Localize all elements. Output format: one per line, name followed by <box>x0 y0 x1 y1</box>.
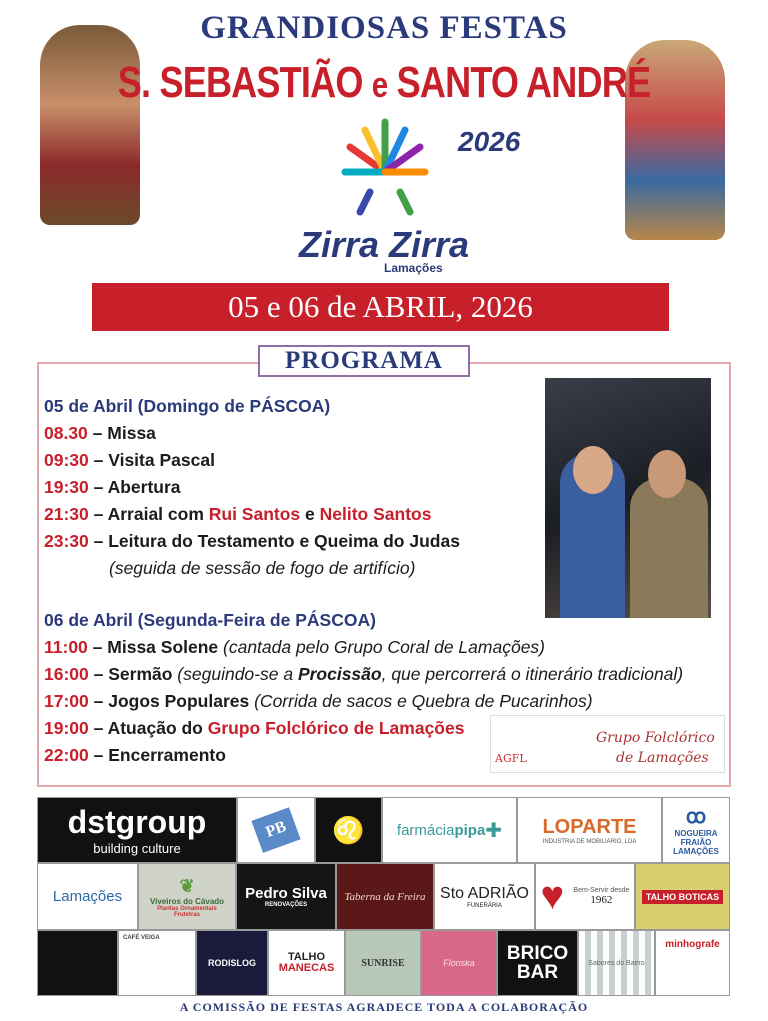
sponsor-name: BRICO <box>506 943 569 964</box>
title-saints <box>69 58 699 108</box>
event: – Missa <box>92 423 156 443</box>
sponsor-name: Sto ADRIÃO <box>440 884 529 902</box>
footer-thanks: A COMISSÃO DE FESTAS AGRADECE TODA A COLABORAÇÃO <box>179 1000 589 1014</box>
program-item <box>44 477 181 498</box>
sponsor-name: TALHO BOTICAS <box>642 890 723 904</box>
sponsor-tagline: FUNERÁRIA <box>467 902 502 909</box>
sponsor-name: LOPARTE <box>542 815 637 838</box>
sponsor-minhografe <box>655 930 730 996</box>
program-item <box>44 504 431 525</box>
title-line1: GRANDIOSAS FESTAS <box>200 10 568 46</box>
sponsor-pb <box>237 797 315 863</box>
year: 2026 <box>458 126 521 157</box>
sponsor-sunrise <box>345 930 421 996</box>
program-item <box>44 450 215 471</box>
note: , que percorrerá o itinerário tradicional) <box>381 664 684 684</box>
sponsor-name: Sabores do Bairro <box>588 959 645 967</box>
date-banner: 05 e 06 de ABRIL, 2026 <box>92 283 669 331</box>
time: 08.30 <box>44 423 88 443</box>
saint2: SANTO ANDRÉ <box>396 58 651 107</box>
sponsor-name: Viveiros do Cávado <box>149 896 225 906</box>
note: (Corrida de sacos e Quebra de Pucarinhos) <box>254 691 593 711</box>
sponsor-pedro-silva <box>236 863 336 930</box>
sponsor-tagline: RENOVAÇÕES <box>264 902 308 908</box>
artist: Nelito Santos <box>319 504 432 524</box>
sponsor-lion: ♌ <box>315 797 382 863</box>
sponsor-taberna <box>336 863 434 930</box>
sponsor-name: SUNRISE <box>361 957 405 969</box>
sponsor-name: pipa <box>454 821 486 839</box>
event: – Sermão <box>93 664 178 684</box>
event: – Visita Pascal <box>93 450 215 470</box>
time: 17:00 <box>44 691 89 711</box>
program-item <box>44 745 226 766</box>
sponsor-name: BAR <box>516 962 559 983</box>
time: 19:00 <box>44 718 89 738</box>
event: – Atuação do <box>93 718 208 738</box>
time: 21:30 <box>44 504 89 524</box>
time: 23:30 <box>44 531 89 551</box>
note: (seguindo-se a <box>177 664 298 684</box>
artist: Rui Santos <box>208 504 301 524</box>
time: 09:30 <box>44 450 89 470</box>
sponsor-name: MANECAS <box>278 962 335 974</box>
sponsor-nogueira: ꝏ NOGUEIRA FRAIÃO LAMAÇÕES <box>662 797 730 863</box>
sponsor-name: dstgroup <box>67 804 207 840</box>
program-item <box>44 664 683 685</box>
sponsor-viveiros: ❦ Viveiros do Cávado Plantas Ornamentais Frutetras <box>138 863 236 930</box>
sponsor-talho-boticas <box>635 863 730 930</box>
sponsor-lamacoes <box>37 863 138 930</box>
sponsor-cafe-veiga <box>118 930 196 996</box>
time: 22:00 <box>44 745 89 765</box>
sponsor-rodislog <box>196 930 268 996</box>
sponsor-tagline: Plantas Ornamentais <box>157 905 217 912</box>
event: – Arraial com <box>93 504 209 524</box>
day1-heading: 05 de Abril (Domingo de PÁSCOA) <box>44 396 331 416</box>
event: – Leitura do Testamento e Queima do Judas <box>93 531 460 551</box>
fireworks-logo-icon <box>330 112 440 222</box>
sponsor-tagline: building culture <box>93 841 181 856</box>
sponsor-sto-adriao <box>434 863 535 930</box>
saint-sebastiao-statue <box>40 25 140 225</box>
folk-group-logo <box>490 715 725 773</box>
sponsor-name: Floriska <box>443 958 475 968</box>
program-item <box>44 637 545 658</box>
folk-line1: Grupo Folclórico <box>596 730 715 746</box>
saint1: S. SEBASTIÃO <box>117 58 363 107</box>
sponsor-name: TALHO <box>287 951 326 963</box>
organizer-place: Lamações <box>384 261 443 275</box>
time: 19:30 <box>44 477 89 497</box>
sponsor-name: NOGUEIRA FRAIÃO LAMAÇÕES <box>673 829 719 856</box>
sponsor-name: PB <box>251 807 301 853</box>
connector: e <box>371 64 388 105</box>
group: Grupo Folclórico de Lamações <box>207 718 465 738</box>
sponsor-tagline: Bem-Servir desde <box>573 887 630 894</box>
sponsor-name: Pedro Silva <box>245 885 327 902</box>
event: – Abertura <box>93 477 181 497</box>
sponsor-tagline: Frutetras <box>173 911 200 918</box>
event-note: (seguida de sessão de fogo de artifício) <box>109 558 416 578</box>
note: (cantada pelo Grupo Coral de Lamações) <box>223 637 546 657</box>
sponsor-name: Taberna da Freira <box>344 890 426 903</box>
time: 11:00 <box>44 637 88 657</box>
conjunction: e <box>300 504 320 524</box>
folk-line2: de Lamações <box>616 750 709 766</box>
sponsor-floriska <box>421 930 497 996</box>
sponsor-name: CAFÉ VEIGA <box>123 935 160 941</box>
program-title: PROGRAMA <box>258 345 470 377</box>
sponsor-dstgroup <box>37 797 237 863</box>
event: – Missa Solene <box>92 637 224 657</box>
event: – Jogos Populares <box>93 691 255 711</box>
artists-photo <box>545 378 711 618</box>
event: – Encerramento <box>93 745 226 765</box>
program-item <box>44 423 156 444</box>
sponsor-name: farmácia <box>396 821 455 839</box>
folk-abbr: AGFL <box>495 752 527 765</box>
sponsor-name: minhografe <box>665 939 720 950</box>
program-item <box>44 531 460 552</box>
sponsor-tagline: INDUSTRIA DE MOBILIARIO, LDA <box>542 838 637 845</box>
sponsor-talho-manecas <box>268 930 345 996</box>
sponsor-farmacia-pipa: farmácia pipa ✚ <box>382 797 517 863</box>
sponsor-name: Lamações <box>52 888 123 905</box>
organizer-name: Zirra Zirra <box>298 224 470 265</box>
program-item <box>44 718 464 739</box>
sponsor-year: 1962 <box>590 894 613 906</box>
sponsor-bem-servir: ♥ Bem-Servir desde 1962 <box>535 863 635 930</box>
sponsor-dark-card <box>37 930 118 996</box>
sponsor-name: RODISLOG <box>207 958 256 968</box>
program-item <box>44 691 593 712</box>
sponsor-sabores-do-bairro <box>578 930 655 996</box>
sponsor-brico-bar <box>497 930 578 996</box>
time: 16:00 <box>44 664 89 684</box>
day2-heading: 06 de Abril (Segunda-Feira de PÁSCOA) <box>44 610 376 630</box>
sponsor-loparte <box>517 797 662 863</box>
note-bold: Procissão <box>297 664 382 684</box>
